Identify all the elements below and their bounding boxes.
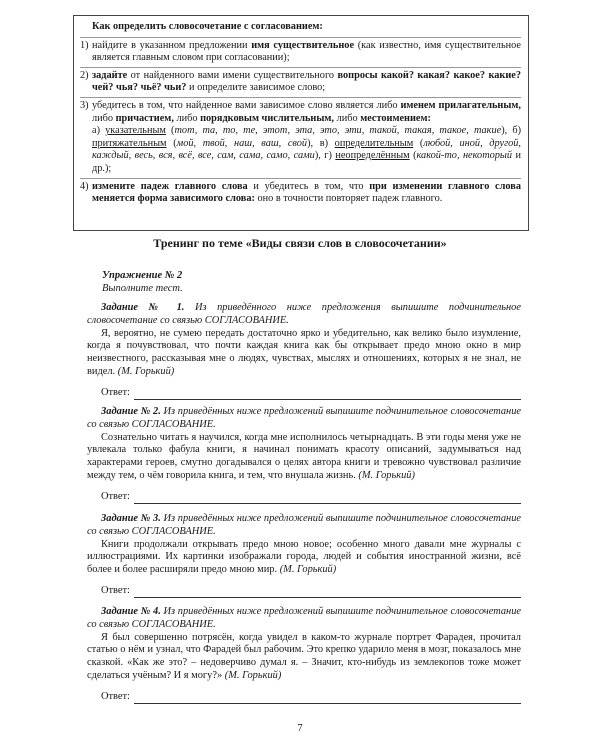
rule-item-number: 3) (80, 99, 89, 111)
rule-item-text (92, 70, 521, 95)
text: и определите зависимое слово; (186, 82, 326, 94)
answer-line[interactable] (134, 389, 521, 400)
task (87, 302, 521, 400)
bold-text: имя существительное (251, 39, 355, 51)
answer-line[interactable] (134, 693, 521, 704)
task-instruction (87, 302, 521, 328)
task-source: (М. Горький) (358, 469, 415, 481)
text: либо (173, 112, 201, 124)
task-passage: Сознательно читать я научился, когда мне исполнилось четырнадцать. В эти годы меня уже не увлекала только фабула книги, я начинал понимать красоту описаний, задумываться над характерами героев, смутно догадывался о целях автора книги и тревожно чувствовал различие между тем, о чём говорила книга, и тем, что внушала жизнь. (87, 431, 521, 481)
task-instruction-text: Из приведённых ниже предложений выпишите подчинительное словосочетание со связью СОГЛАСОВАНИЕ. (87, 513, 521, 537)
answer-row (87, 691, 521, 704)
exercise-header (102, 270, 183, 295)
task-label: Задание № 3. (101, 513, 161, 524)
bold-text: измените падеж главного слова (92, 180, 248, 192)
underlined-text: неопределённым (335, 150, 410, 162)
task-passage: Я, вероятно, не сумею передать достаточно ярко и убедительно, как велико было изумление, когда я почувствовал, что почти каждая книга как бы открывает предо мною окно в мир неизвестного, рассказывая мне о людях, чувствах, мыслях и отношениях, которых я не знал, не видел. (87, 327, 521, 377)
bold-text: причастием, (115, 112, 174, 124)
text: либо (92, 112, 116, 124)
text: ( (409, 150, 417, 162)
underlined-text: определительным (334, 137, 414, 149)
text: ), г) (314, 150, 336, 162)
answer-row (87, 491, 521, 504)
task-instruction-text: Из приведённых ниже предложений выпишите подчинительное словосочетание со связью СОГЛАСОВАНИЕ. (87, 606, 521, 630)
task-text (87, 432, 521, 483)
underlined-text: притяжательным (92, 137, 167, 149)
bold-text: порядковым числительным, (200, 112, 334, 124)
answer-line[interactable] (134, 493, 521, 504)
task-instruction (87, 406, 521, 432)
rule-list (80, 37, 521, 208)
italic-text: тот, та, то, те, этот, эта, это, эти, такой, такая, такое, такие (174, 125, 502, 137)
page-number: 7 (297, 722, 303, 734)
bold-text: именем прилагательным, (400, 99, 521, 111)
text: оно в точности повторяет падеж главного. (254, 193, 443, 205)
text: ( (165, 125, 175, 137)
task-instruction (87, 513, 521, 539)
task (87, 606, 521, 704)
rule-item-number: 2) (80, 69, 89, 81)
text: либо (334, 112, 361, 124)
answer-label: Ответ: (101, 690, 130, 702)
text: и убедитесь в том, что (247, 180, 370, 192)
rule-item-number: 1) (80, 39, 89, 51)
task-passage: Книги продолжали открывать предо мною новое; особенно много давали мне журналы с иллюстрациями. Их картинки изображали города, людей и события иностранной жизни, всё более и более расширяли предо мною мир. (87, 538, 521, 576)
exercise-subheading: Выполните тест. (102, 282, 183, 294)
task-source: (М. Горький) (279, 564, 337, 576)
rule-item (80, 97, 521, 178)
rule-item-text (92, 40, 521, 65)
answer-label: Ответ: (101, 490, 130, 502)
rule-item-text (92, 100, 521, 176)
underlined-text: указательным (105, 125, 166, 137)
answer-row (87, 387, 521, 400)
answer-label: Ответ: (101, 386, 130, 398)
text: ), б) (501, 125, 521, 137)
rule-box-heading: Как определить словосочетание с согласованием: (92, 21, 323, 32)
italic-text: какой-то, некоторый (416, 150, 513, 162)
task-instruction-text: Из приведённых ниже предложений выпишите подчинительное словосочетание со связью СОГЛАСОВАНИЕ. (87, 406, 521, 430)
task (87, 406, 521, 504)
rule-box (73, 15, 529, 231)
rule-item (80, 67, 521, 97)
bold-text: при изменении главного слова меняется форма зависимого слова: (92, 180, 521, 205)
task-source: (М. Горький) (117, 365, 175, 377)
task-text (87, 328, 521, 379)
text: найдите в указанном предложении (92, 39, 252, 51)
exercise-heading: Упражнение № 2 (102, 270, 183, 281)
bold-text: местоимением: (360, 112, 431, 124)
italic-text: мой, твой, наш, ваш, свой (176, 137, 308, 149)
text: от найденного вами имени существительного (127, 69, 338, 81)
task-instruction-text: Из приведённого ниже предложения выпишите подчинительное словосочетание со связью СОГЛАСОВАНИЕ. (87, 302, 521, 326)
task-text (87, 632, 521, 683)
answer-row (87, 585, 521, 598)
text: и др.); (92, 150, 521, 174)
task-source: (М. Горький) (224, 669, 282, 681)
task-label: Задание № 2. (101, 406, 161, 417)
text: убедитесь в том, что найденное вами зависимое слово является либо (92, 99, 401, 111)
text: а) (92, 125, 106, 137)
rule-item-number: 4) (80, 180, 89, 192)
text: ), в) (307, 137, 335, 149)
task (87, 513, 521, 598)
bold-text: задайте (92, 69, 128, 81)
rule-item (80, 37, 521, 67)
rule-item-text (92, 181, 521, 206)
bold-text: вопросы какой? какая? какое? какие? чей? чья? чьё? чьи? (92, 69, 521, 94)
italic-text: любой, иной, другой, каждый, весь, вся, всё, все, сам, сама, само, сами (92, 137, 521, 162)
section-title: Тренинг по теме «Виды связи слов в словосочетании» (153, 236, 447, 250)
text: ( (413, 137, 424, 149)
task-label: Задание № 4. (101, 606, 161, 617)
task-label: Задание № 1. (101, 302, 185, 313)
answer-label: Ответ: (101, 584, 130, 596)
text: ( (166, 137, 177, 149)
text: (как известно, имя существительное является главным словом при согласовании); (92, 39, 521, 64)
task-text (87, 539, 521, 577)
task-passage: Я был совершенно потрясён, когда увидел в каком-то журнале портрет Фарадея, прочитал статью о нём и узнал, что Фарадей был рабочим. Это крепко ударило меня в мозг, показалось мне сказкой. «Как же это? – недоверчиво думал я. – Значит, кто-нибудь из землекопов тоже может сделаться учёным? И я могу?» (87, 631, 521, 681)
rule-item (80, 178, 521, 208)
task-instruction (87, 606, 521, 632)
answer-line[interactable] (134, 587, 521, 598)
